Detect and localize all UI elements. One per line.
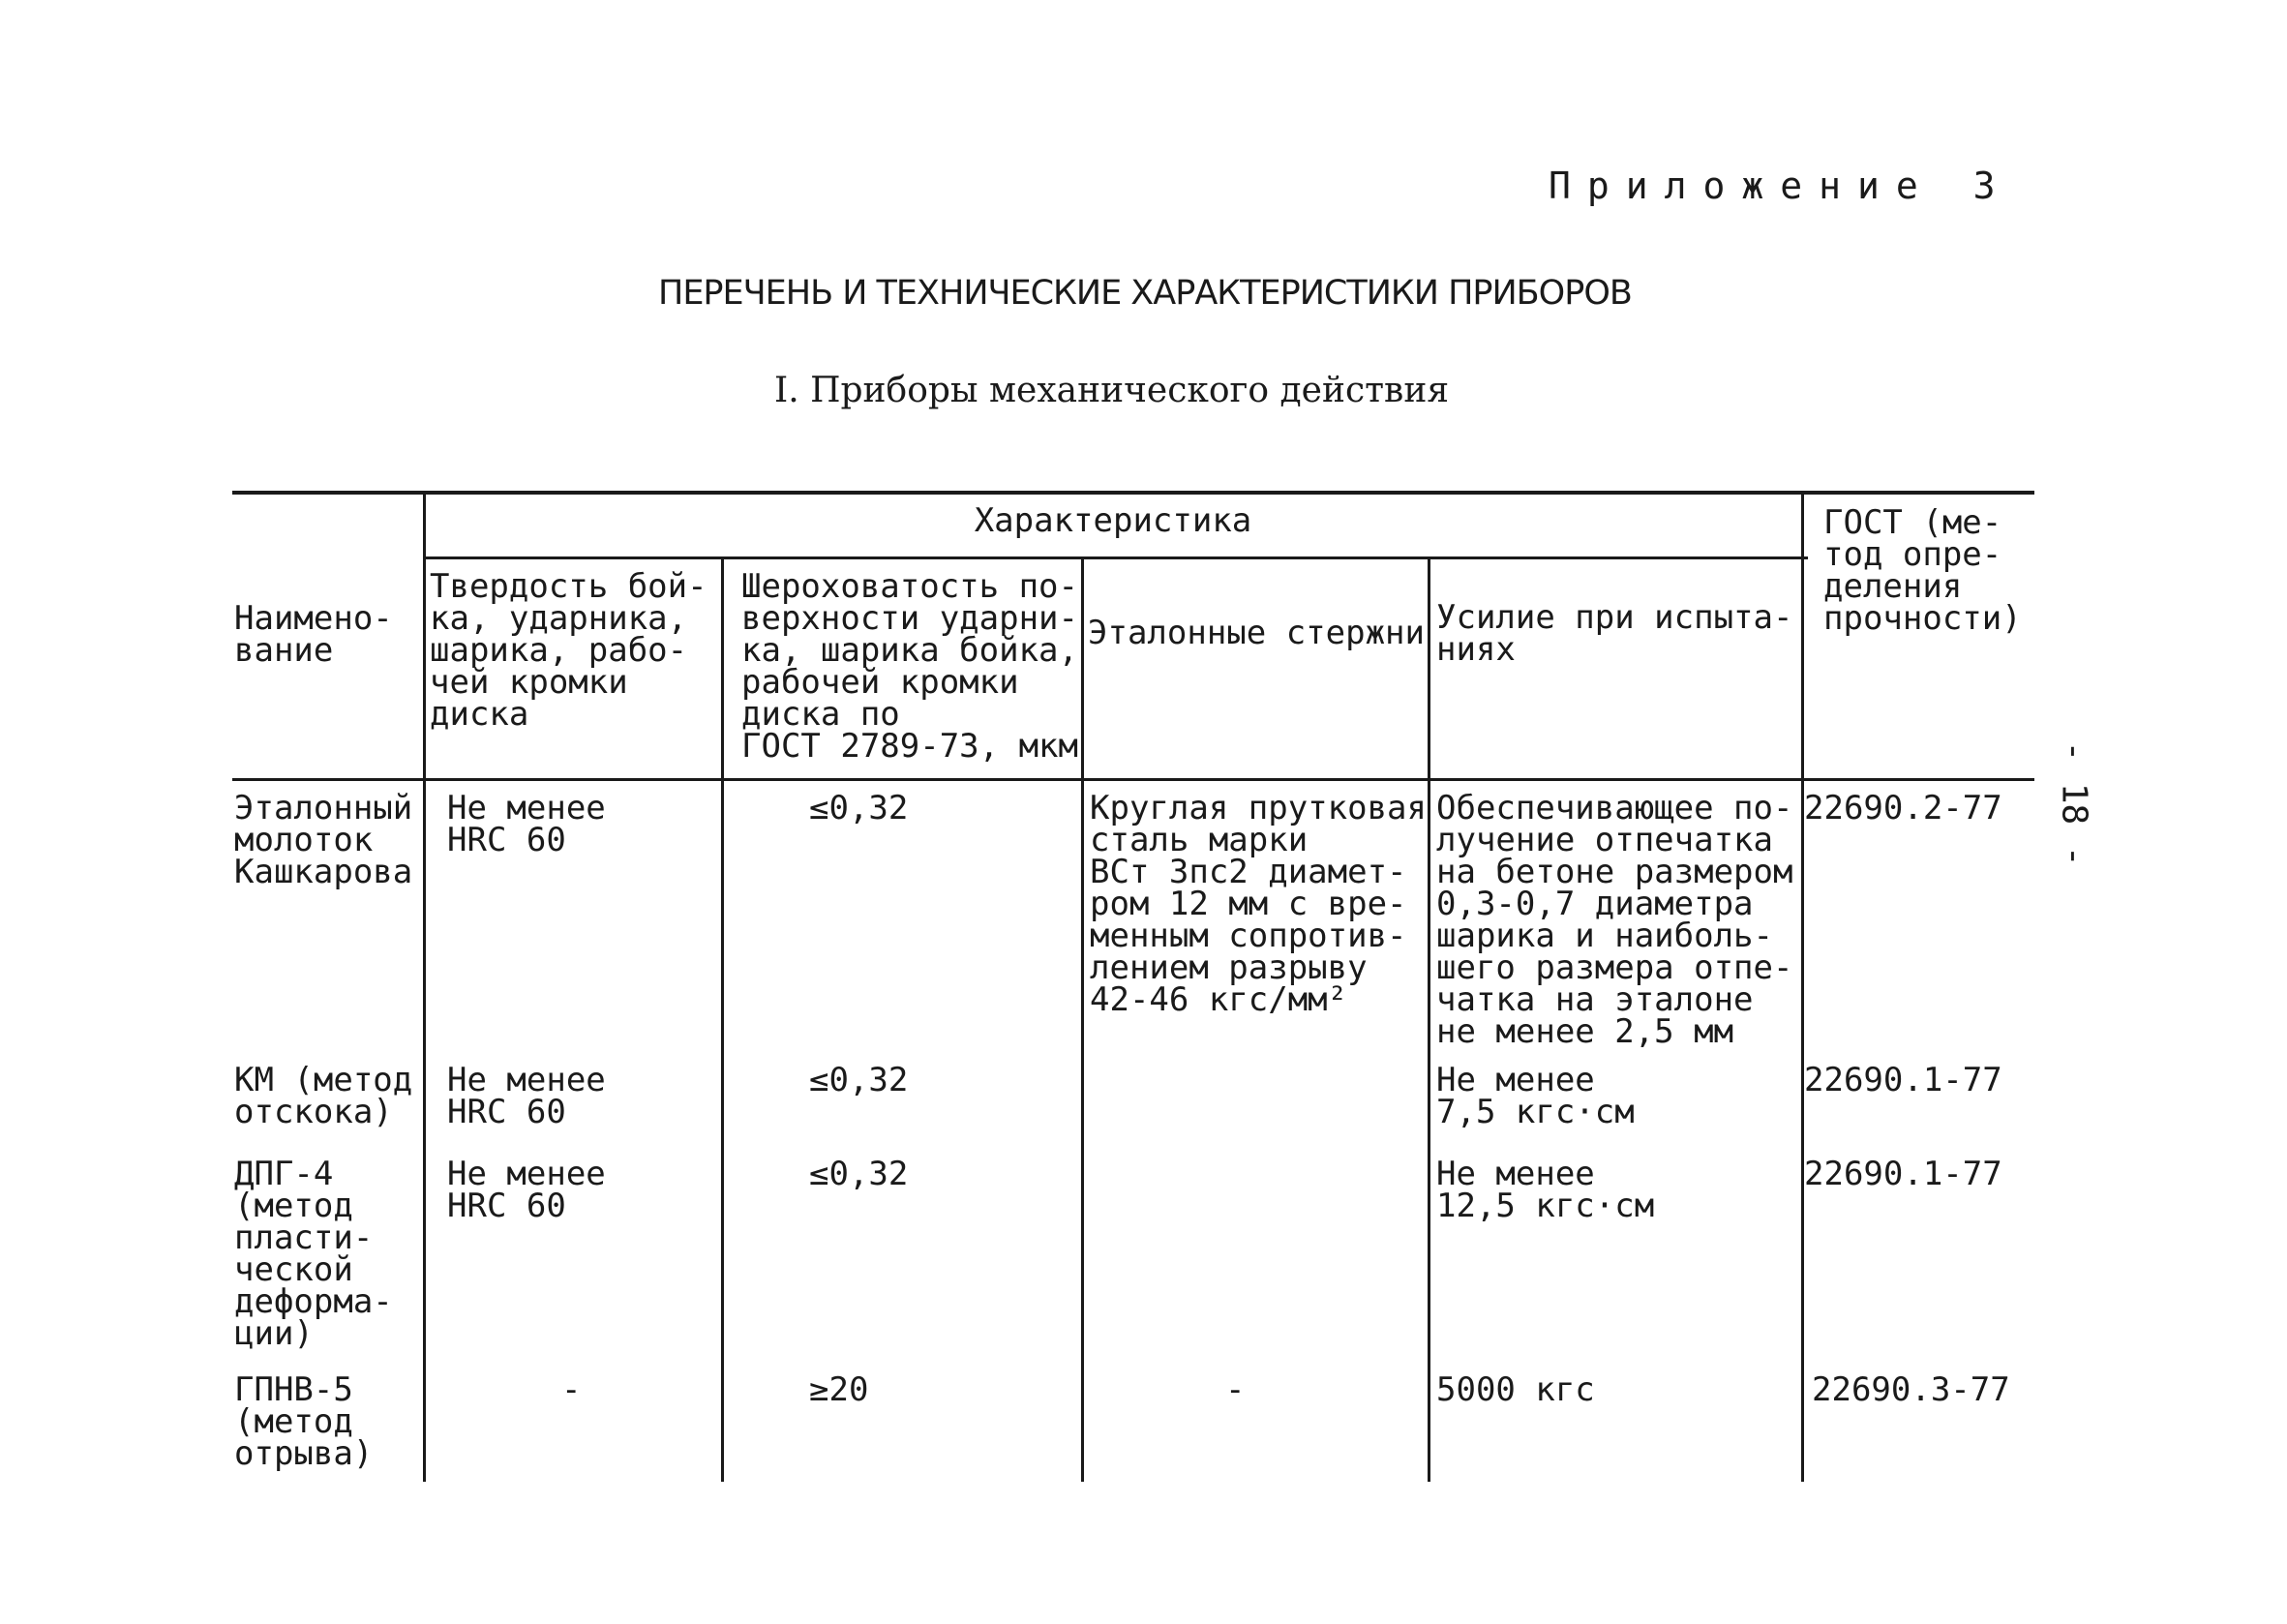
table-top-rule [232, 491, 2034, 495]
header-hardness: Твердость бой- ка, ударника, шарика, рабо- чей кромки диска [430, 567, 707, 734]
row-gost: 22690.2-77 [1804, 789, 2002, 827]
section-title: I. Приборы механического действия [774, 371, 1450, 410]
row-roughness: ≤0,32 [809, 1155, 909, 1193]
row-test-force: Не менее 12,5 кгс·см [1436, 1155, 1655, 1225]
col-divider-force [1801, 493, 1804, 1482]
row-gost: 22690.1-77 [1804, 1155, 2002, 1193]
row-hardness: Не менее HRC 60 [447, 789, 606, 859]
header-test-force: Усилие при испыта- ниях [1436, 598, 1793, 669]
header-roughness: Шероховатость по- верхности ударни- ка, шарика бойка, рабочей кромки диска по ГОСТ 2789-73, мкм [741, 567, 1078, 766]
row-name: Эталонный молоток Кашкарова [234, 789, 413, 891]
header-characteristic-group: Характеристика [974, 501, 1252, 540]
row-roughness: ≥20 [809, 1370, 869, 1409]
page-number-text: - 18 - [2054, 739, 2094, 867]
col-divider-rods [1428, 557, 1430, 1482]
row-test-force: 5000 кгс [1436, 1370, 1595, 1409]
document-title: ПЕРЕЧЕНЬ И ТЕХНИЧЕСКИЕ ХАРАКТЕРИСТИКИ ПРИБОРОВ [658, 274, 1632, 313]
header-reference-rods: Эталонные стержни [1088, 614, 1425, 652]
row-gost: 22690.3-77 [1812, 1370, 2010, 1409]
header-name: Наимено- вание [234, 599, 393, 670]
row-hardness: Не менее HRC 60 [447, 1155, 606, 1225]
col-divider-name [423, 493, 426, 1482]
page-number [2050, 736, 2098, 871]
row-name: ГПНВ-5 (метод отрыва) [234, 1370, 374, 1473]
row-reference-rods: - [1225, 1370, 1246, 1409]
header-bottom-rule [232, 778, 2034, 781]
row-gost: 22690.1-77 [1804, 1061, 2002, 1099]
col-divider-hardness [721, 557, 724, 1482]
row-test-force: Обеспечивающее по- лучение отпечатка на бетоне размером 0,3-0,7 диаметра шарика и наиболь- шего размера отпе- чатка на эталоне не менее 2,5 мм [1436, 789, 1793, 1051]
row-roughness: ≤0,32 [809, 1061, 909, 1099]
row-roughness: ≤0,32 [809, 789, 909, 827]
row-reference-rods: Круглая прутковая сталь марки ВСт 3пс2 диамет- ром 12 мм с вре- менным сопротив- лением разрыву 42-46 кгс/мм² [1090, 789, 1427, 1019]
row-name: КМ (метод отскока) [234, 1061, 413, 1131]
col-divider-roughness [1081, 557, 1084, 1482]
row-hardness: - [561, 1370, 582, 1409]
characteristic-group-rule [424, 556, 1808, 559]
row-hardness: Не менее HRC 60 [447, 1061, 606, 1131]
appendix-label: Приложение 3 [1549, 165, 2012, 207]
row-test-force: Не менее 7,5 кгс·см [1436, 1061, 1635, 1131]
header-gost: ГОСТ (ме- тод опре- деления прочности) [1823, 503, 2022, 638]
row-name: ДПГ-4 (метод пласти- ческой деформа- ции) [234, 1155, 393, 1353]
